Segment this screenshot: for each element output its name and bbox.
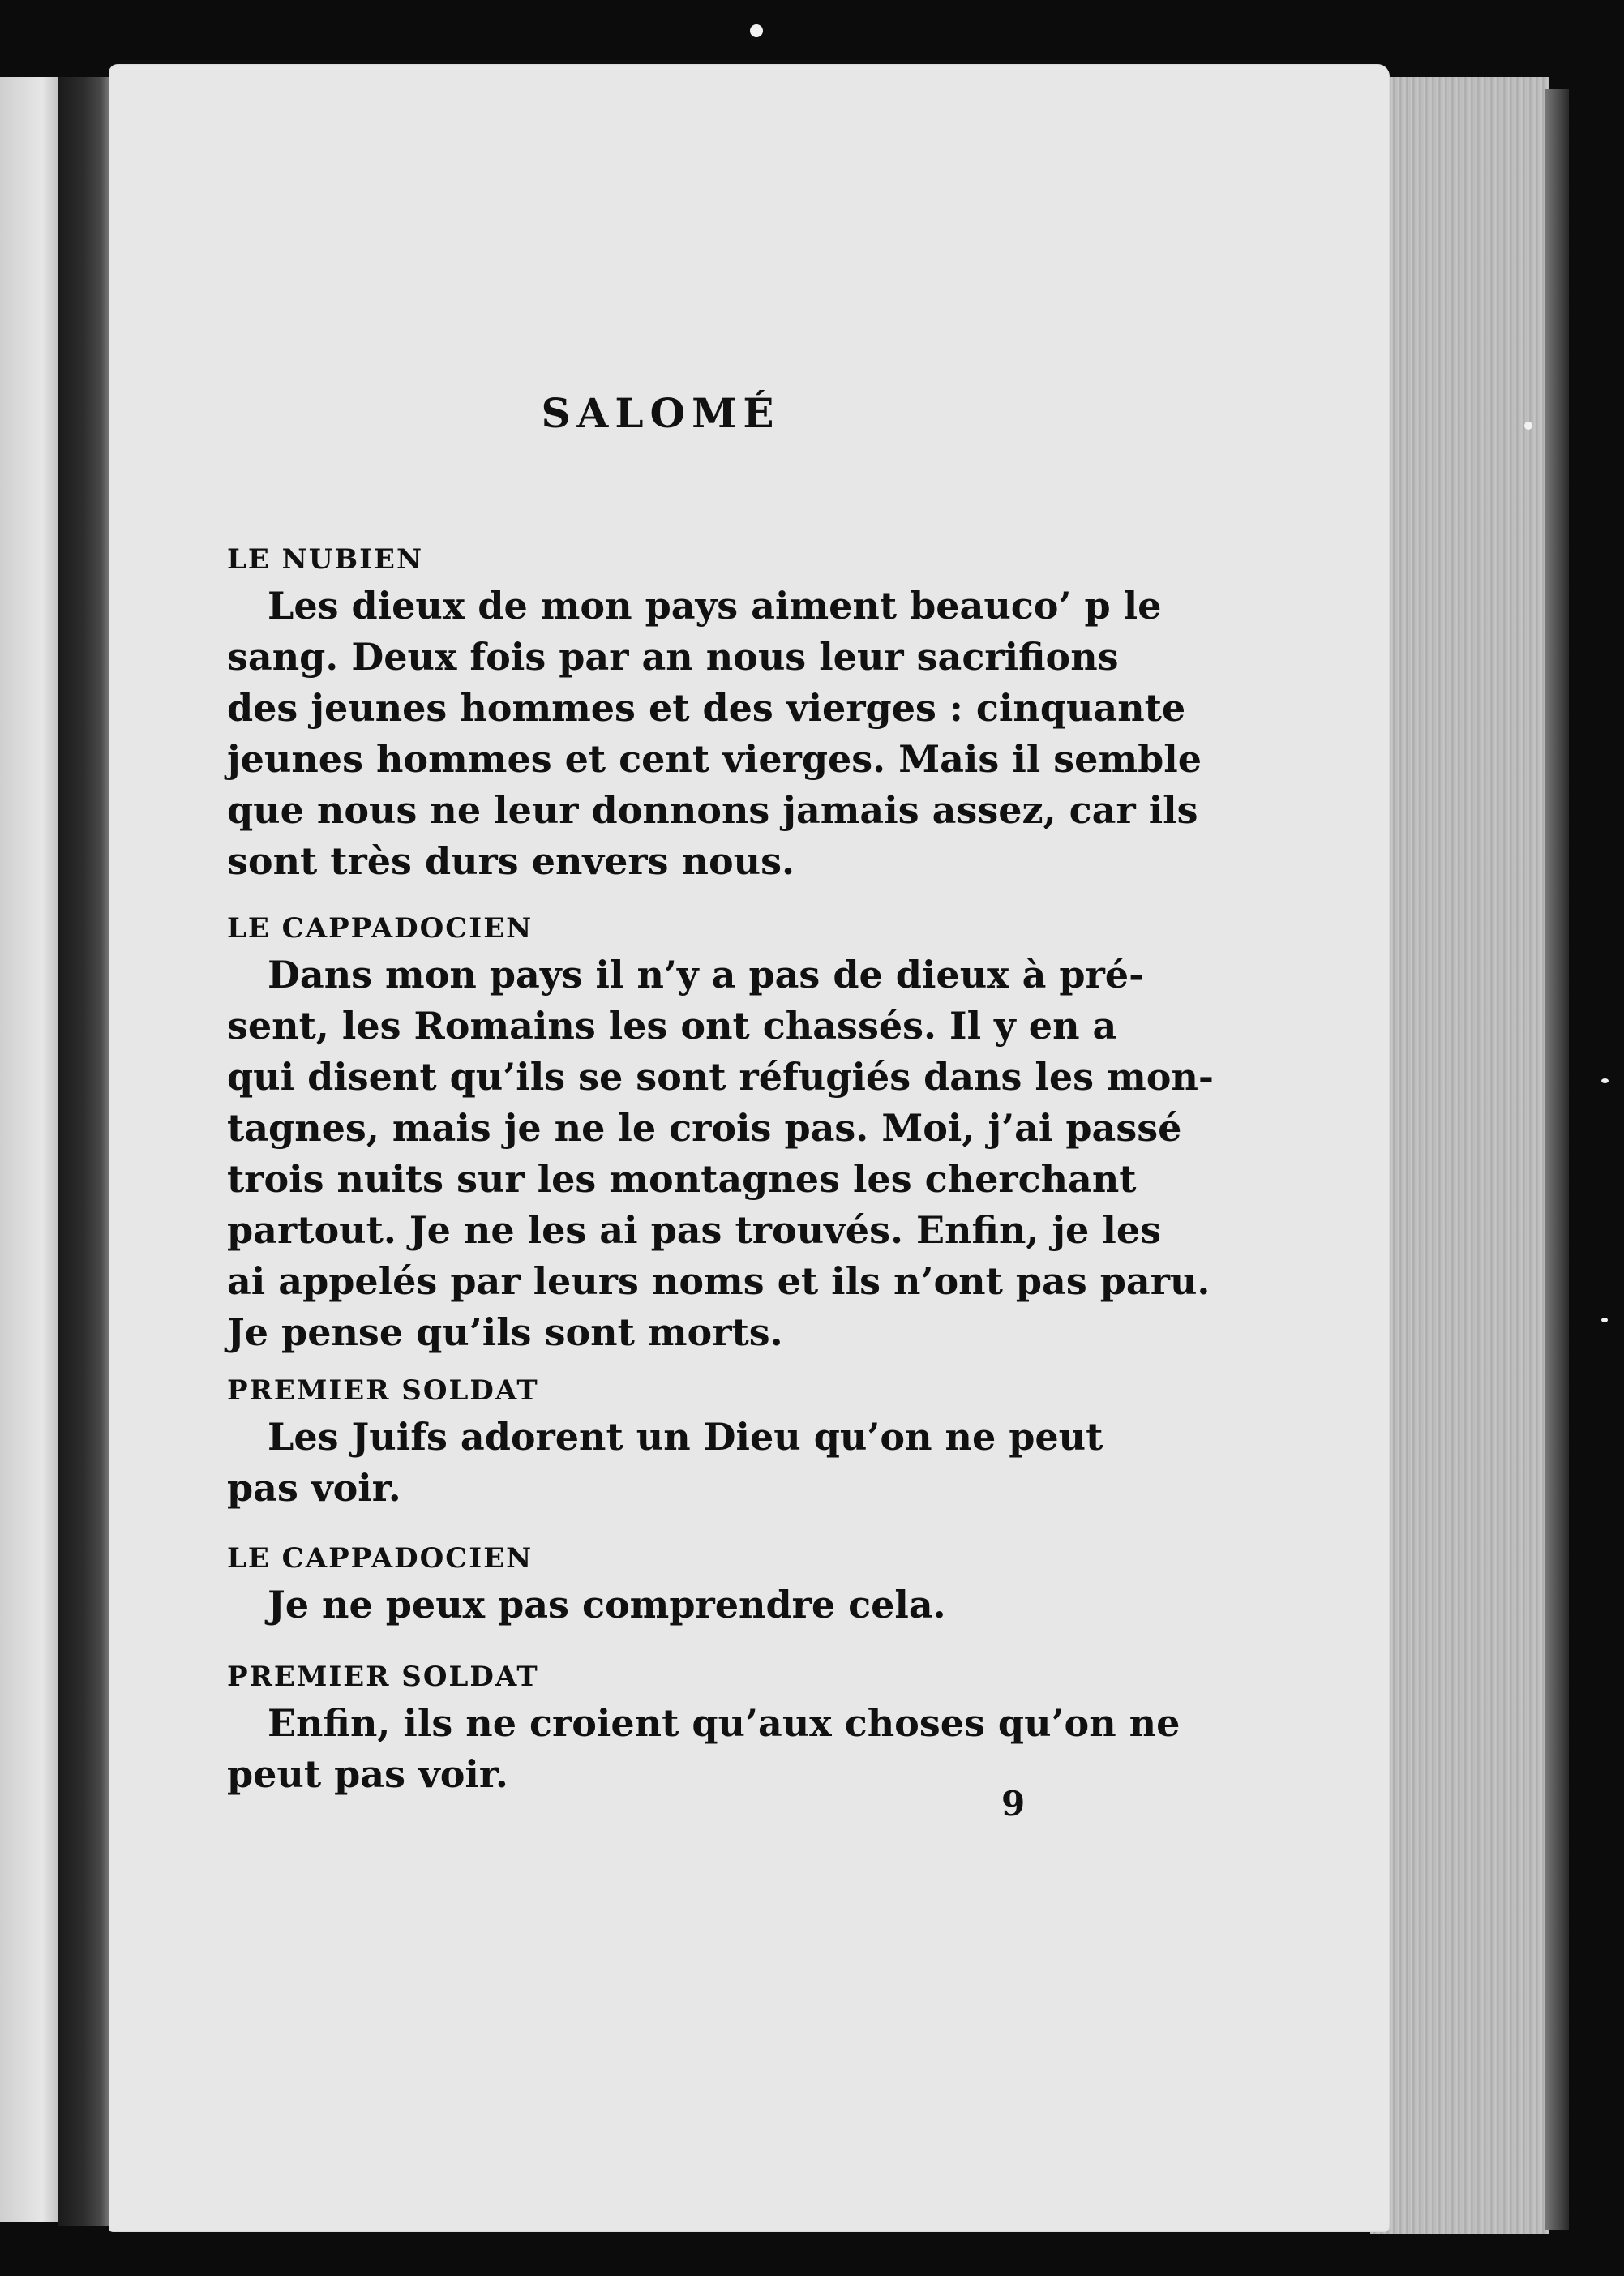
dialogue-line: Dans mon pays il n’y a pas de dieux à pré- [268,953,1145,997]
scan-speck [1601,1078,1609,1083]
dialogue-line: sang. Deux fois par an nous leur sacrifions [227,635,1119,679]
dialogue-line: Je ne peux pas comprendre cela. [268,1583,946,1627]
speaker-name: PREMIER SOLDAT [227,1661,539,1693]
speech-block [227,912,1216,1358]
dialogue-line: qui disent qu’ils se sont réfugiés dans les mon- [227,1055,1214,1099]
facing-page-edge [0,77,61,2222]
scan-speck [1601,1318,1608,1322]
speech-block [227,1542,1216,1631]
page-block-shadow [1545,89,1569,2230]
dialogue-line: Enfin, ils ne croient qu’aux choses qu’on ne [268,1701,1181,1745]
dialogue-line: que nous ne leur donnons jamais assez, car ils [227,788,1198,832]
dialogue-line: Les dieux de mon pays aiment beauco’ p le [268,584,1162,628]
dialogue-line: sent, les Romains les ont chassés. Il y en a [227,1004,1117,1048]
dialogue-line: Les Juifs adorent un Dieu qu’on ne peut [268,1415,1103,1459]
dialogue-line: pas voir. [227,1466,401,1510]
page-block-edge [1370,77,1549,2234]
dialogue-line: tagnes, mais je ne le crois pas. Moi, j’ai passé [227,1106,1182,1150]
page-number: 9 [1001,1784,1026,1824]
dialogue-line: jeunes hommes et cent vierges. Mais il semble [227,737,1202,781]
speech-block [227,1661,1216,1800]
dialogue-line: sont très durs envers nous. [227,839,795,883]
dialogue-line: peut pas voir. [227,1752,508,1796]
speaker-name: LE CAPPADOCIEN [227,912,533,945]
dialogue-line: trois nuits sur les montagnes les cherchant [227,1157,1137,1201]
scan-speck [1524,422,1532,430]
dialogue-line: partout. Je ne les ai pas trouvés. Enfin, je les [227,1208,1161,1252]
speaker-name: PREMIER SOLDAT [227,1374,539,1407]
book-page [109,65,1389,2231]
speaker-name: LE NUBIEN [227,543,424,576]
dialogue-line: des jeunes hommes et des vierges : cinquante [227,686,1186,730]
scan-speck [750,24,763,37]
speech-block [227,1374,1216,1514]
binding-gutter [58,77,115,2226]
speaker-name: LE CAPPADOCIEN [227,1542,533,1575]
dialogue-line: ai appelés par leurs noms et ils n’ont pas paru. [227,1259,1211,1303]
speech-block [227,543,1216,887]
dialogue-line: Je pense qu’ils sont morts. [227,1310,783,1354]
page-title: SALOMÉ [541,389,781,437]
